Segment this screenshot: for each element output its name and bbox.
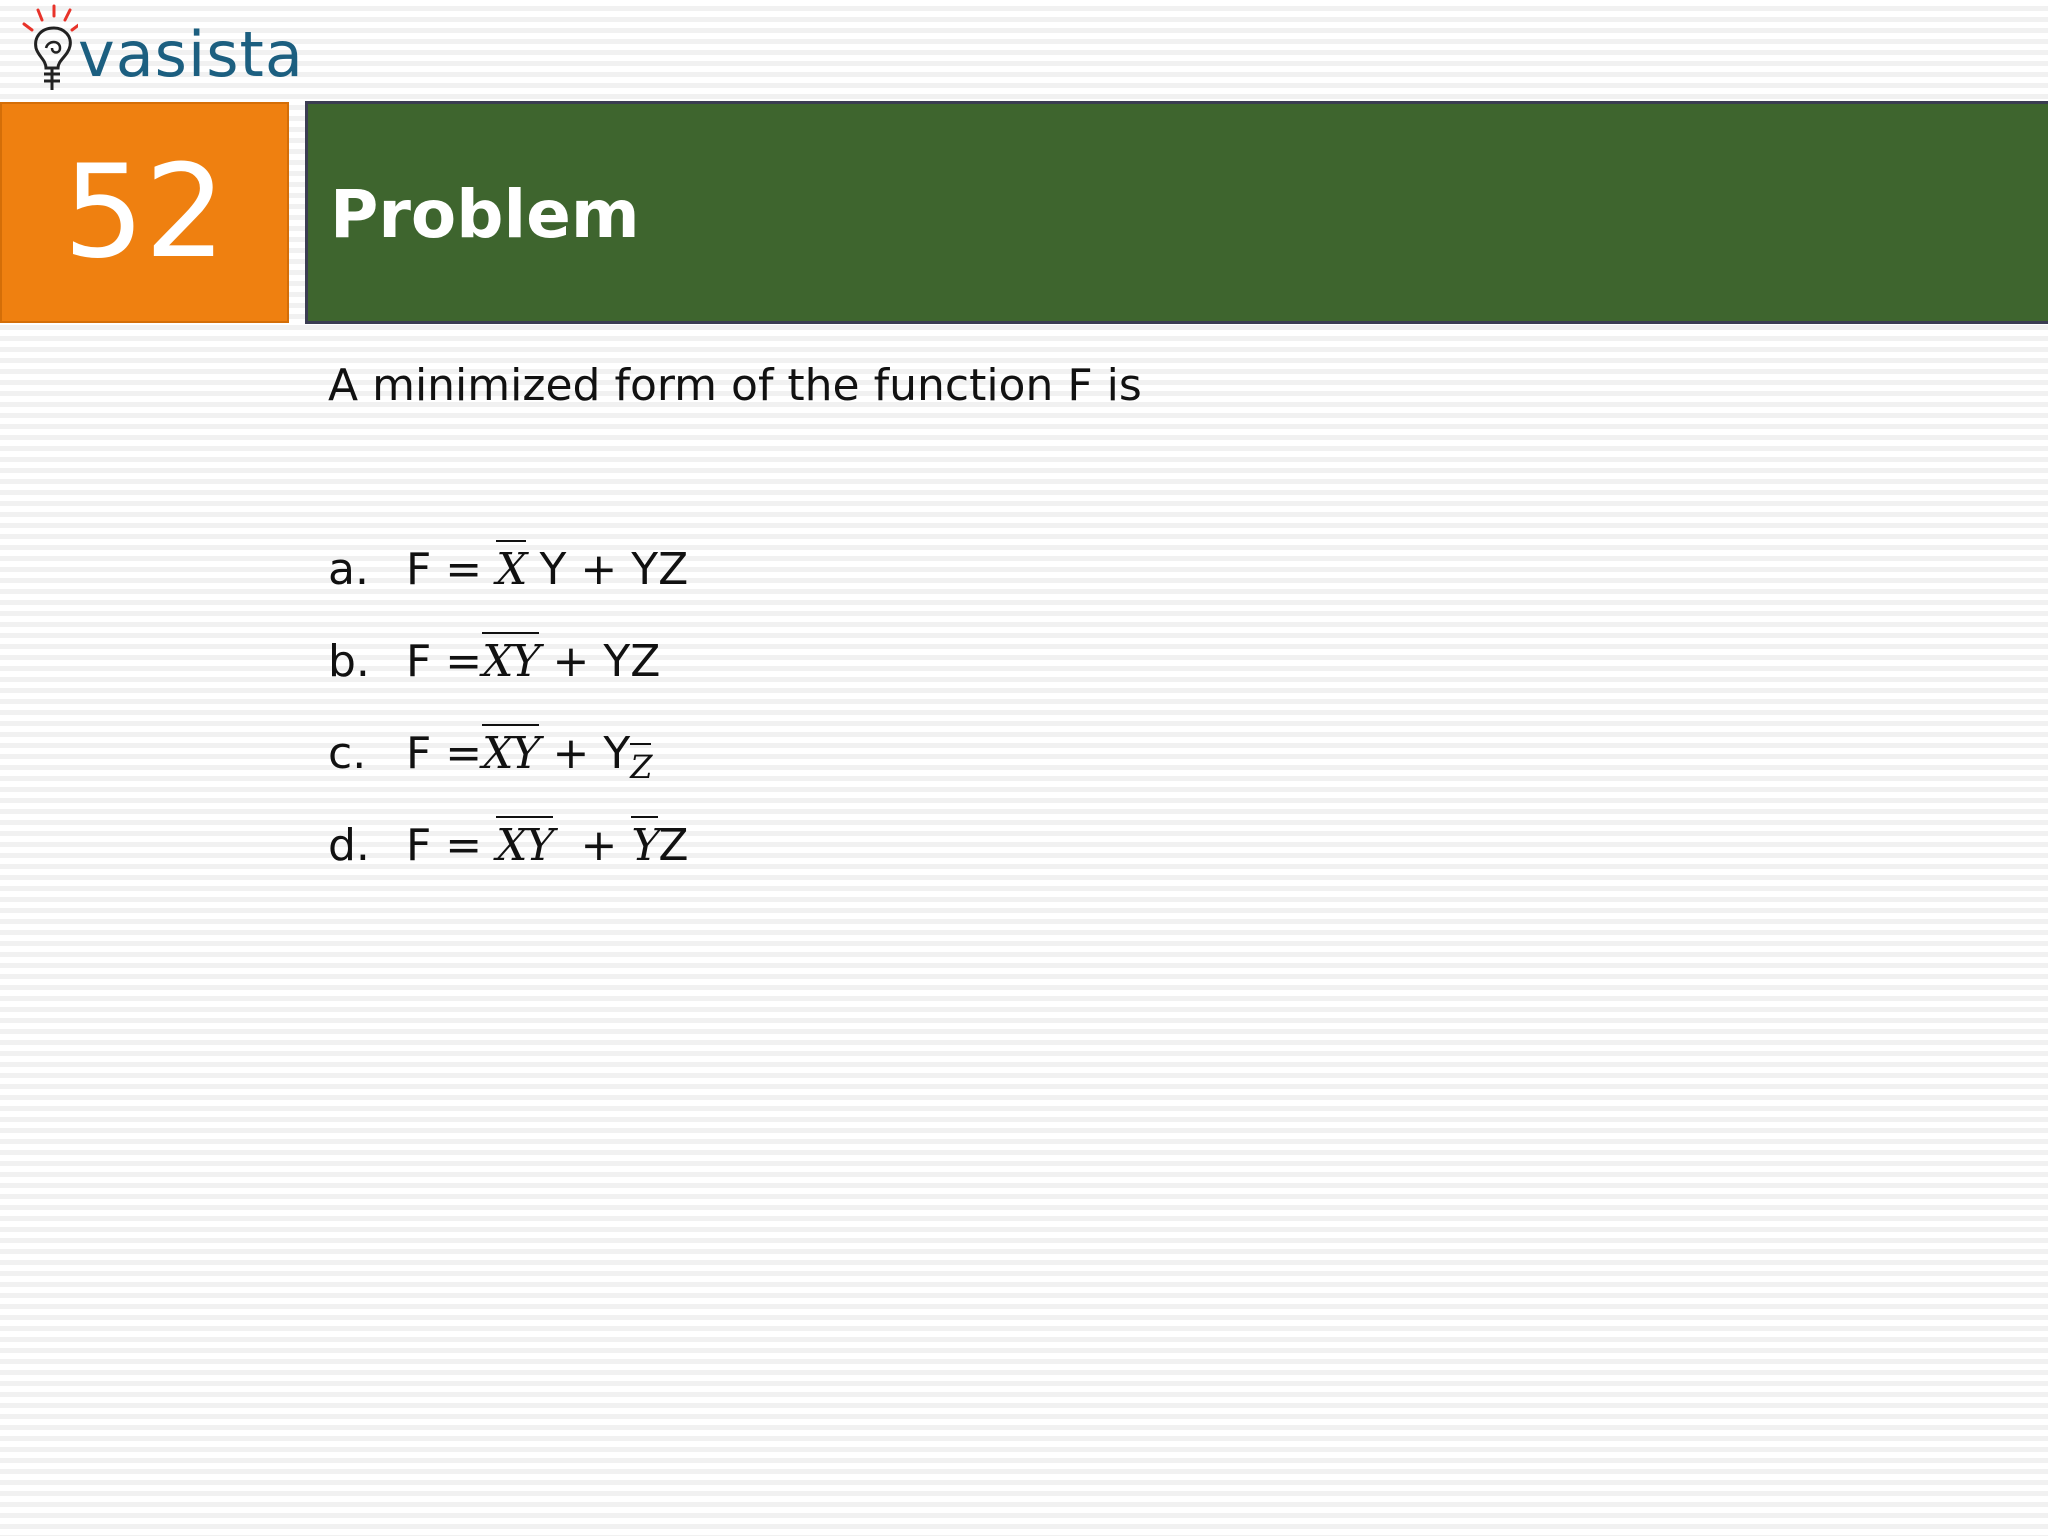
option-expression (406, 728, 651, 786)
expr-overlined-term: XY (482, 636, 539, 687)
expr-rest: + (552, 820, 632, 871)
expr-overlined-term: XY (496, 820, 553, 871)
slide-title: Problem (330, 176, 640, 253)
expr-overlined-subterm: Z (630, 748, 651, 786)
option-letter: d. (328, 820, 370, 871)
vasista-logo (18, 2, 304, 98)
expr-rest: + YZ (538, 636, 661, 687)
expr-overlined-term-2: Y (631, 820, 659, 871)
option-letter: c. (328, 728, 367, 779)
expr-overlined-term: X (496, 544, 526, 595)
question-text: A minimized form of the function F is (328, 360, 1142, 411)
lightbulb-icon (18, 2, 78, 92)
slide-number-box (0, 102, 289, 323)
expr-lhs: F = (406, 544, 483, 595)
option-letter: b. (328, 636, 370, 687)
option-expression (406, 544, 689, 595)
logo-wordmark: vasista (78, 18, 304, 91)
expr-rest: Y + YZ (525, 544, 689, 595)
slide-number: 52 (63, 137, 226, 287)
expr-rest: + Y (538, 728, 631, 779)
expr-rest-post: Z (658, 820, 689, 871)
option-expression (406, 820, 689, 871)
title-bar (305, 101, 2048, 324)
option-letter: a. (328, 544, 369, 595)
expr-lhs: F = (406, 820, 497, 871)
expr-lhs: F = (406, 636, 483, 687)
expr-lhs: F = (406, 728, 483, 779)
expr-overlined-term: XY (482, 728, 539, 779)
option-expression (406, 636, 661, 687)
